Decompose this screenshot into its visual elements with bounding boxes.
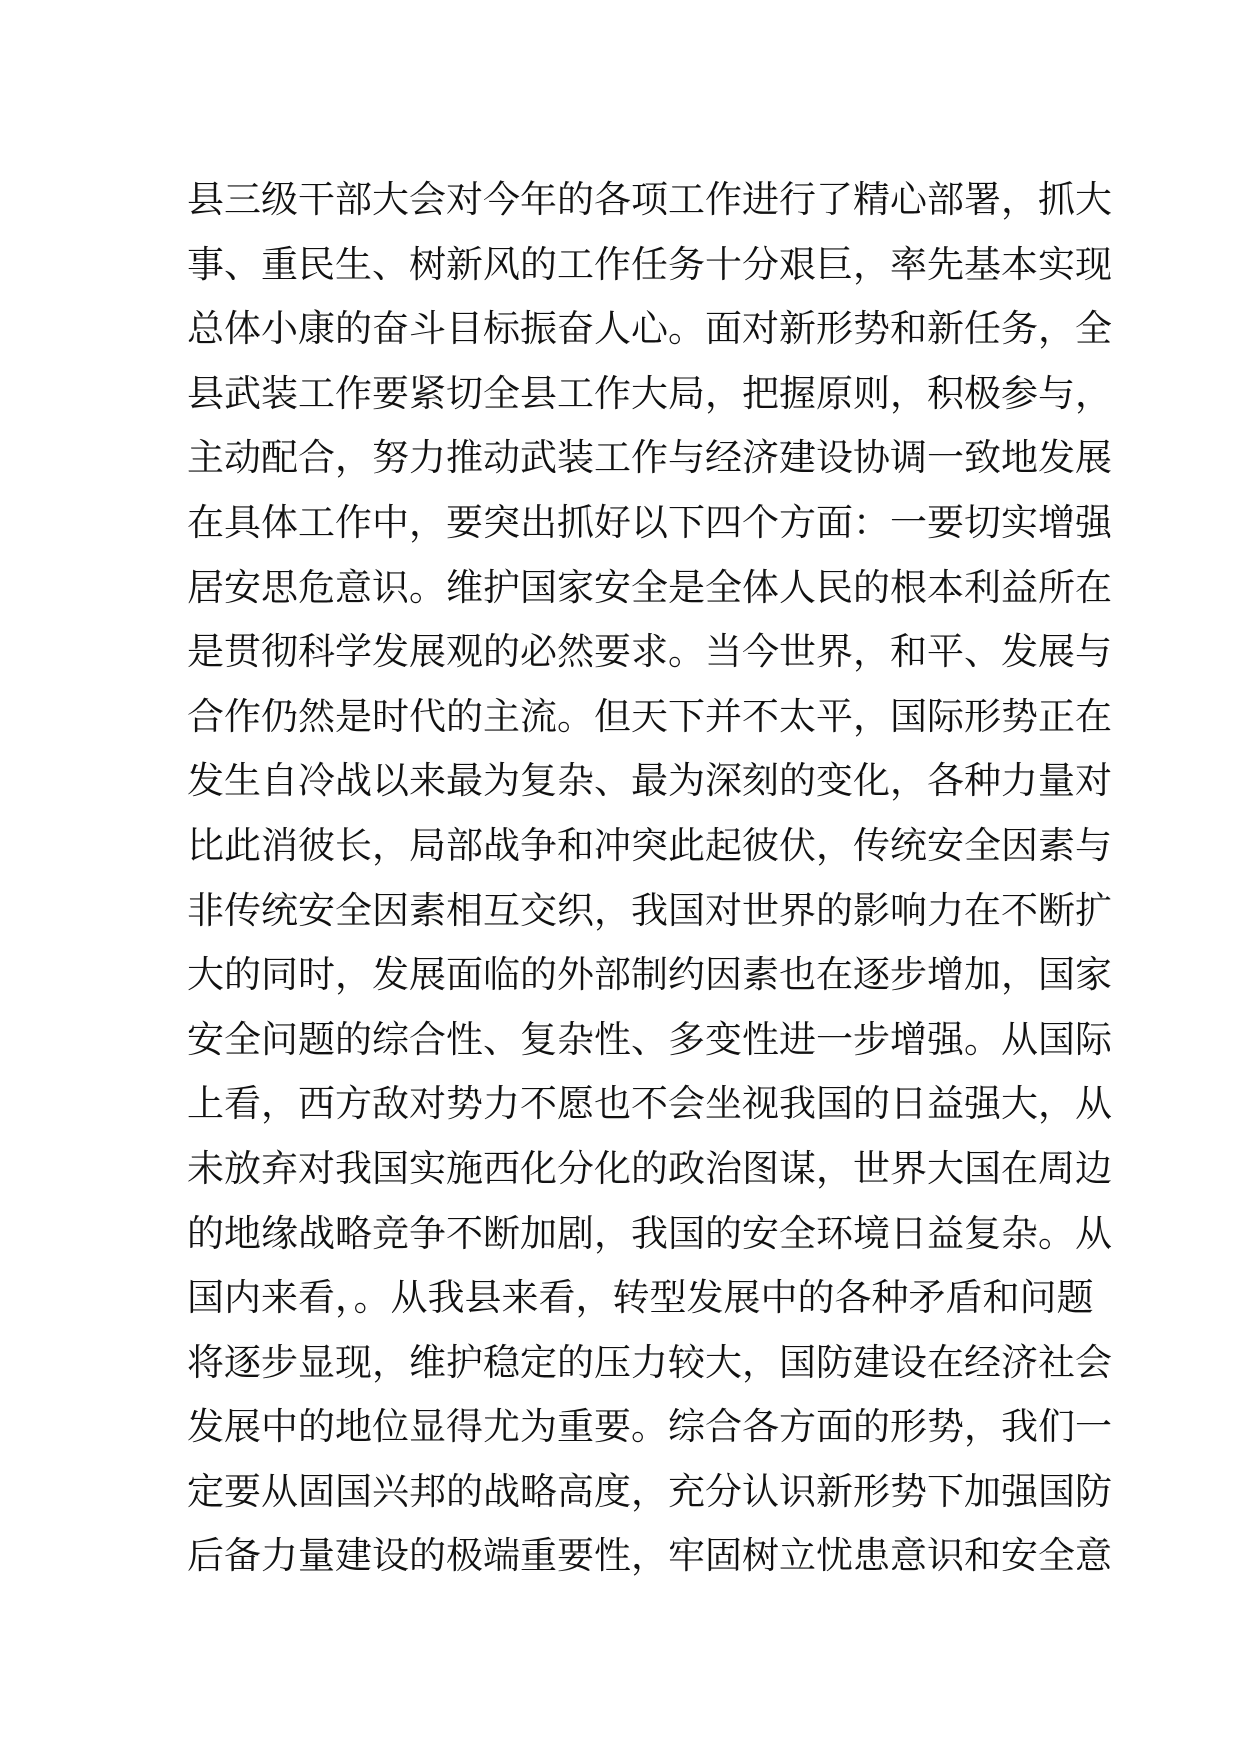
text-line: 事、重民生、树新风的工作任务十分艰巨，率先基本实现 [187,242,1112,286]
text-line: 县三级干部大会对今年的各项工作进行了精心部署，抓大 [187,178,1112,221]
text-line: 比此消彼长，局部战争和冲突此起彼伏，传统安全因素与 [187,823,1112,867]
text-line: 居安思危意识。维护国家安全是全体人民的根本利益所在 [187,565,1112,609]
text-line: 主动配合，努力推动武装工作与经济建设协调一致地发展 [187,436,1112,480]
text-line: 未放弃对我国实施西化分化的政治图谋，世界大国在周边 [187,1146,1112,1190]
body-text [187,168,1112,1589]
text-line: 县武装工作要紧切全县工作大局，把握原则，积极参与， [187,371,1112,415]
text-line: 定要从固国兴邦的战略高度，充分认识新形势下加强国防 [187,1469,1112,1513]
text-line: 发生自冷战以来最为复杂、最为深刻的变化，各种力量对 [187,759,1112,803]
text-line: 合作仍然是时代的主流。但天下并不太平，国际形势正在 [187,694,1112,738]
text-line: 总体小康的奋斗目标振奋人心。面对新形势和新任务，全 [187,307,1112,351]
text-line: 大的同时，发展面临的外部制约因素也在逐步增加，国家 [187,953,1112,997]
text-line: 后备力量建设的极端重要性，牢固树立忧患意识和安全意 [187,1534,1112,1578]
text-line: 安全问题的综合性、复杂性、多变性进一步增强。从国际 [187,1017,1112,1061]
text-line: 在具体工作中，要突出抓好以下四个方面：一要切实增强 [187,500,1112,544]
text-line: 的地缘战略竞争不断加剧，我国的安全环境日益复杂。从 [187,1211,1112,1255]
text-line: 是贯彻科学发展观的必然要求。当今世界，和平、发展与 [187,630,1112,674]
text-line: 上看，西方敌对势力不愿也不会坐视我国的日益强大，从 [187,1082,1112,1126]
text-line: 将逐步显现，维护稳定的压力较大，国防建设在经济社会 [187,1340,1112,1384]
text-line: 非传统安全因素相互交织，我国对世界的影响力在不断扩 [187,888,1112,932]
text-line: 发展中的地位显得尤为重要。综合各方面的形势，我们一 [187,1405,1112,1449]
text-line: 国内来看，。从我县来看，转型发展中的各种矛盾和问题 [187,1276,1094,1320]
